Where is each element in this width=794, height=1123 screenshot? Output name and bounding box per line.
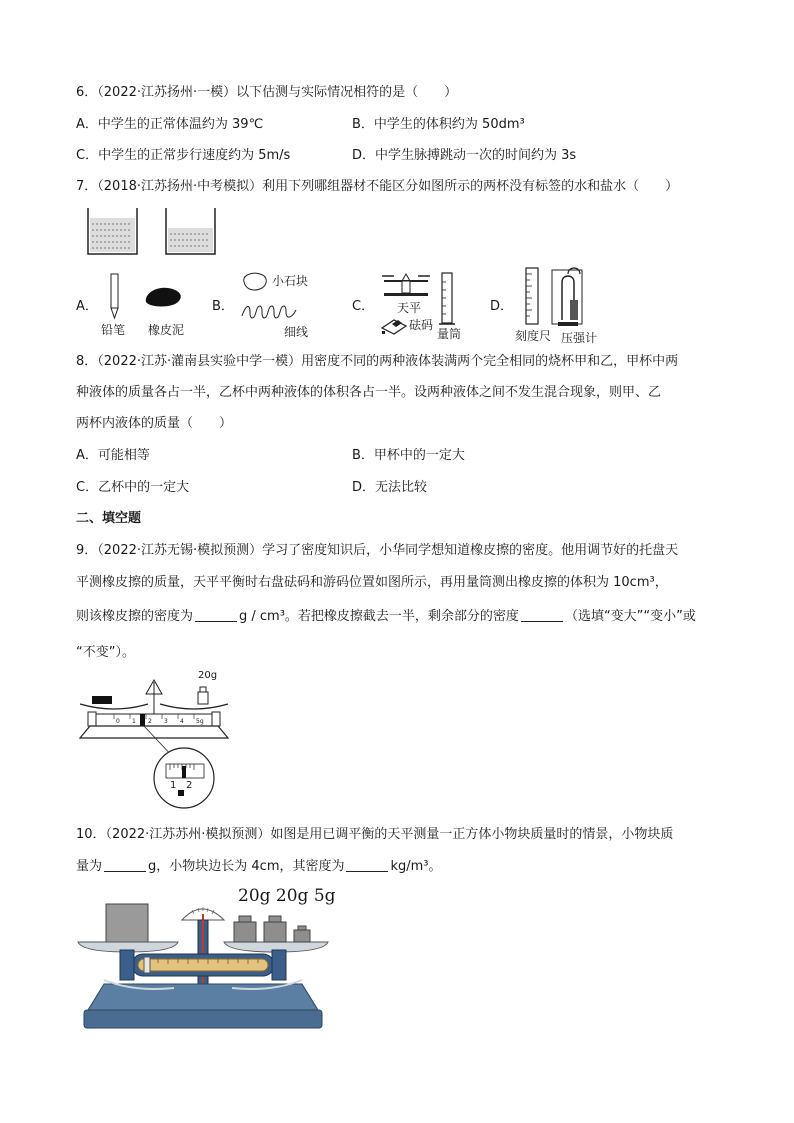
two-beakers-figure: [76, 204, 226, 260]
q9-balance-figure: [74, 668, 234, 810]
graduated-cylinder-icon: [438, 270, 456, 328]
q9-line4: “不变”）。: [76, 645, 135, 660]
balance-label: 天平: [397, 301, 422, 315]
beaker-water: [88, 208, 137, 254]
rider: [144, 957, 150, 973]
q10-blank-mass[interactable]: [104, 858, 146, 872]
thread-icon: [240, 302, 300, 322]
q9-line3-text-b: g / cm³。若把橡皮擦截去一半，剩余部分的密度: [239, 609, 519, 624]
q9-blank-change[interactable]: [521, 608, 563, 622]
weight-20g-2: [264, 916, 286, 942]
q6-option-c: C．中学生的正常步行速度约为 5m/s: [76, 148, 291, 163]
cylinder-label: 量筒: [437, 327, 462, 341]
q8-option-d: D．无法比较: [352, 480, 428, 495]
q10-balance-figure: [74, 884, 334, 1034]
q10-weights-label: 20g 20g 5g: [238, 886, 336, 906]
clay-label: 橡皮泥: [148, 323, 185, 337]
q10-line2: [76, 858, 442, 876]
q9-weight-label: 20g: [198, 670, 218, 681]
pencil-icon: [108, 272, 122, 320]
stone-icon: [240, 270, 270, 292]
q6-option-b: B．中学生的体积约为 50dm³: [352, 117, 525, 132]
q9-scale-tick-5: 5g: [196, 718, 204, 725]
pressure-gauge-icon: [550, 264, 586, 328]
q7-option-d: D．: [490, 299, 514, 314]
q8-line2: 种液体的质量各占一半，乙杯中两种液体的体积各占一半。设两种液体之间不发生混合现象，则甲、乙: [76, 385, 662, 400]
section-title-fill-blank: 二、填空题: [76, 511, 142, 526]
q10-line2-text-b: g，小物块边长为 4cm，其密度为: [148, 859, 345, 874]
q10-line1: 10．（2022·江苏苏州·模拟预测）如图是用已调平衡的天平测量一正方体小物块质量时的情景，小物块质: [76, 827, 674, 842]
q8-line1: 8．（2022·江苏·灌南县实验中学一模）用密度不同的两种液体装满两个完全相同的烧杯甲和乙，甲杯中两: [76, 354, 679, 369]
q10-line2-text-c: kg/m³。: [390, 859, 442, 874]
ruler-icon: [522, 266, 542, 326]
q6-stem: 6．（2022·江苏扬州·一模）以下估测与实际情况相符的是（ ）: [76, 85, 458, 100]
weights-box-icon: [378, 314, 410, 336]
q9-blank-density[interactable]: [195, 608, 237, 622]
gauge-label: 压强计: [561, 331, 598, 345]
beaker-saltwater: [166, 208, 215, 254]
q9-line1: 9．（2022·江苏无锡·模拟预测）学习了密度知识后，小华同学想知道橡皮擦的密度。他用调节好的托盘天: [76, 543, 679, 558]
q8-line3: 两杯内液体的质量（ ）: [76, 416, 233, 431]
q8-option-a: A．可能相等: [76, 448, 150, 463]
q9-scale-tick-4: 4: [180, 718, 184, 725]
q9-line3-text-c: （选填“变大”“变小”或: [564, 609, 696, 624]
pencil-label: 铅笔: [101, 323, 126, 337]
weight-20g-1: [234, 916, 256, 942]
q9-zoom-tick-2: 2: [186, 780, 193, 791]
eraser-on-pan: [92, 696, 112, 704]
q7-option-c: C．: [352, 299, 375, 314]
q9-line3-text-a: 则该橡皮擦的密度为: [76, 609, 194, 624]
q7-stem: 7．（2018·江苏扬州·中考模拟）利用下列哪组器材不能区分如图所示的两杯没有标签的水和盐水（ ）: [76, 179, 679, 194]
slider-rider: [140, 714, 145, 726]
q9-scale-tick-0: 0: [116, 718, 120, 725]
q7-option-a: A．: [76, 299, 98, 314]
q8-option-c: C．乙杯中的一定大: [76, 480, 190, 495]
ruler-label: 刻度尺: [515, 329, 552, 343]
q9-line2: 平测橡皮擦的质量，天平平衡时右盘砝码和游码位置如图所示，再用量筒测出橡皮擦的体积为 10cm³，: [76, 575, 668, 590]
q7-option-b: B．: [212, 299, 234, 314]
q9-scale-tick-3: 3: [164, 718, 168, 725]
q6-option-a: A．中学生的正常体温约为 39℃: [76, 117, 264, 132]
q8-option-b: B．甲杯中的一定大: [352, 448, 465, 463]
stone-label: 小石块: [272, 274, 309, 288]
clay-icon: [142, 282, 186, 310]
q9-zoom-tick-1: 1: [170, 780, 177, 791]
slider-rail: [138, 959, 268, 971]
thread-label: 细线: [284, 325, 309, 339]
q9-line3: [76, 608, 696, 626]
q9-scale-tick-2: 2: [148, 718, 152, 725]
weights-label: 砝码: [409, 318, 434, 332]
balance-icon: [380, 272, 432, 298]
q10-line2-text-a: 量为: [76, 859, 103, 874]
q9-scale-tick-1: 1: [132, 718, 136, 725]
weight-5g: [294, 926, 310, 942]
cube-block: [106, 904, 148, 942]
q6-option-d: D．中学生脉搏跳动一次的时间约为 3s: [352, 148, 577, 163]
q10-blank-density[interactable]: [346, 858, 388, 872]
